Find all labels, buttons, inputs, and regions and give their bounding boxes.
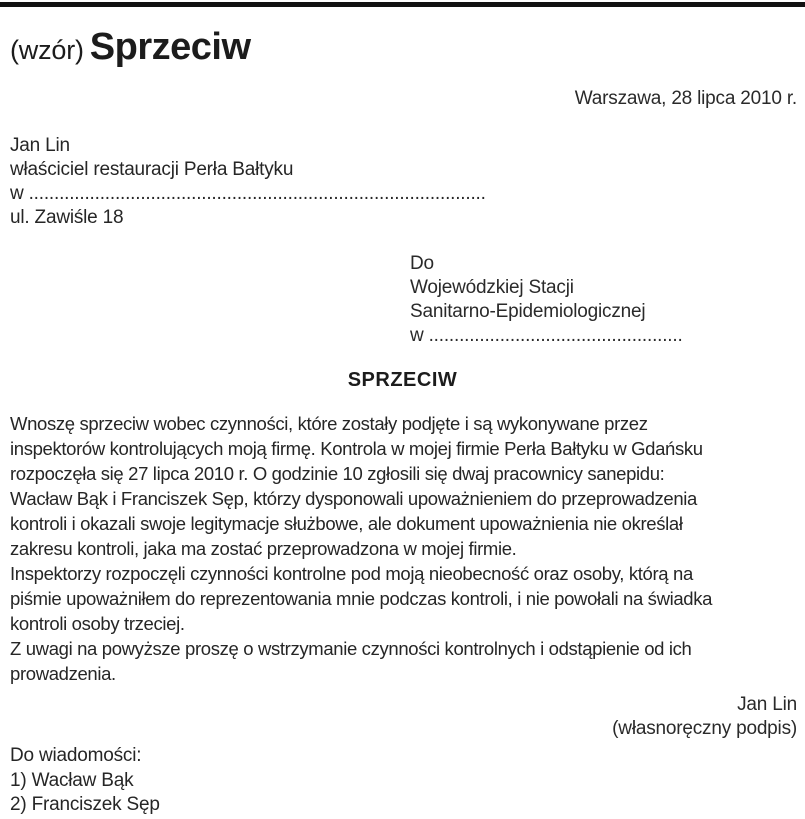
body-line: Z uwagi na powyższe proszę o wstrzymanie czynności kontrolnych i odstąpienie od ich	[10, 638, 692, 659]
dateline: Warszawa, 28 lipca 2010 r.	[574, 88, 797, 109]
body-line: Inspektorzy rozpoczęli czynności kontrolne pod moją nieobecność oraz osoby, którą na	[10, 563, 693, 584]
subject-heading: SPRZECIW	[347, 369, 458, 391]
signature-caption: (własnoręczny podpis)	[612, 718, 797, 739]
recipient-org-line1: Wojewódzkiej Stacji	[410, 277, 574, 298]
sender-block	[10, 134, 486, 230]
recipient-city-fill-line: w ..................................................	[410, 325, 683, 346]
sender-role: właściciel restauracji Perła Bałtyku	[10, 159, 294, 180]
body-line: rozpoczęła się 27 lipca 2010 r. O godzinie 10 zgłosili się dwaj pracownicy sanepidu:	[10, 463, 665, 484]
sender-street: ul. Zawiśle 18	[10, 207, 124, 228]
body-line: zakresu kontroli, jaka ma zostać przeprowadzona w mojej firmie.	[10, 538, 517, 559]
body-line: Wacław Bąk i Franciszek Sęp, którzy dysponowali upoważnieniem do przeprowadzenia	[10, 488, 697, 509]
recipient-block	[410, 252, 683, 348]
cc-label: Do wiadomości:	[10, 745, 142, 766]
cc-block	[10, 744, 160, 818]
template-prefix: (wzór)	[10, 35, 84, 65]
cc-item: 2) Franciszek Sęp	[10, 794, 160, 815]
body-line: kontroli osoby trzeciej.	[10, 613, 185, 634]
recipient-to-label: Do	[410, 253, 434, 274]
signature-block	[612, 693, 797, 741]
cc-item: 1) Wacław Bąk	[10, 769, 134, 791]
document-title: Sprzeciw	[89, 26, 251, 68]
recipient-org-line2: Sanitarno-Epidemiologicznej	[410, 301, 646, 322]
sender-name: Jan Lin	[10, 135, 70, 156]
body-line: prowadzenia.	[10, 663, 116, 684]
body-line: piśmie upoważniłem do reprezentowania mnie podczas kontroli, i nie powołali na świadka	[10, 588, 713, 609]
sender-city-fill-line: w ..........................................................................................	[10, 183, 486, 204]
body-text	[10, 411, 802, 686]
signature-name: Jan Lin	[737, 694, 797, 715]
document-header	[10, 26, 251, 69]
body-line: kontroli i okazali swoje legitymacje służbowe, ale dokument upoważnienia nie określał	[10, 513, 683, 534]
top-rule	[0, 2, 805, 7]
body-line: inspektorów kontrolujących moją firmę. Kontrola w mojej firmie Perła Bałtyku w Gdańsku	[10, 438, 703, 459]
body-line: Wnoszę sprzeciw wobec czynności, które zostały podjęte i są wykonywane przez	[10, 413, 648, 434]
